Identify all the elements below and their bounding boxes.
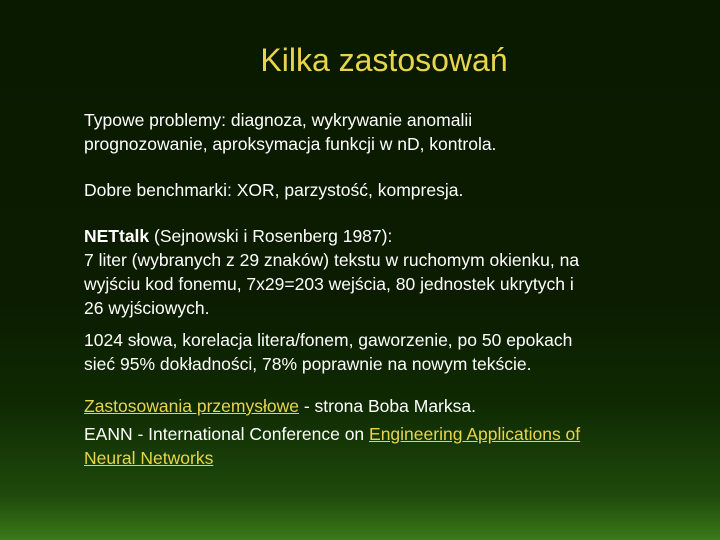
nettalk-name: NETtalk: [84, 226, 150, 246]
results-line-1: 1024 słowa, korelacja litera/fonem, gaworzenie, po 50 epokach: [84, 330, 573, 350]
problems-line-1: Typowe problemy: diagnoza, wykrywanie anomalii: [84, 110, 473, 130]
eann-link-part-2[interactable]: Neural Networks: [84, 448, 214, 468]
eann-link-part-1[interactable]: Engineering Applications of: [369, 424, 581, 444]
nettalk-line-2: 7 liter (wybranych z 29 znaków) tekstu w ruchomym okienku, na: [84, 250, 580, 270]
paragraph-problems: [84, 108, 664, 156]
nettalk-line-3: wyjściu kod fonemu, 7x29=203 wejścia, 80 jednostek ukrytych i: [84, 274, 574, 294]
nettalk-citation: (Sejnowski i Rosenberg 1987):: [149, 226, 393, 246]
paragraph-benchmarks: Dobre benchmarki: XOR, parzystość, kompresja.: [84, 180, 464, 200]
paragraph-nettalk: [84, 224, 664, 320]
problems-line-2: prognozowanie, aproksymacja funkcji w nD, kontrola.: [84, 134, 497, 154]
slide-title: Kilka zastosowań: [260, 42, 508, 78]
eann-text: EANN - International Conference on: [84, 424, 370, 444]
paragraph-eann: [84, 422, 664, 470]
industrial-applications-link[interactable]: Zastosowania przemysłowe: [84, 396, 299, 416]
paragraph-results: [84, 328, 664, 376]
industrial-applications-text: - strona Boba Marksa.: [298, 396, 476, 416]
slide-content: [84, 108, 664, 470]
nettalk-line-4: 26 wyjściowych.: [84, 298, 210, 318]
paragraph-industrial: [84, 394, 664, 418]
results-line-2: sieć 95% dokładności, 78% poprawnie na nowym tekście.: [84, 354, 532, 374]
